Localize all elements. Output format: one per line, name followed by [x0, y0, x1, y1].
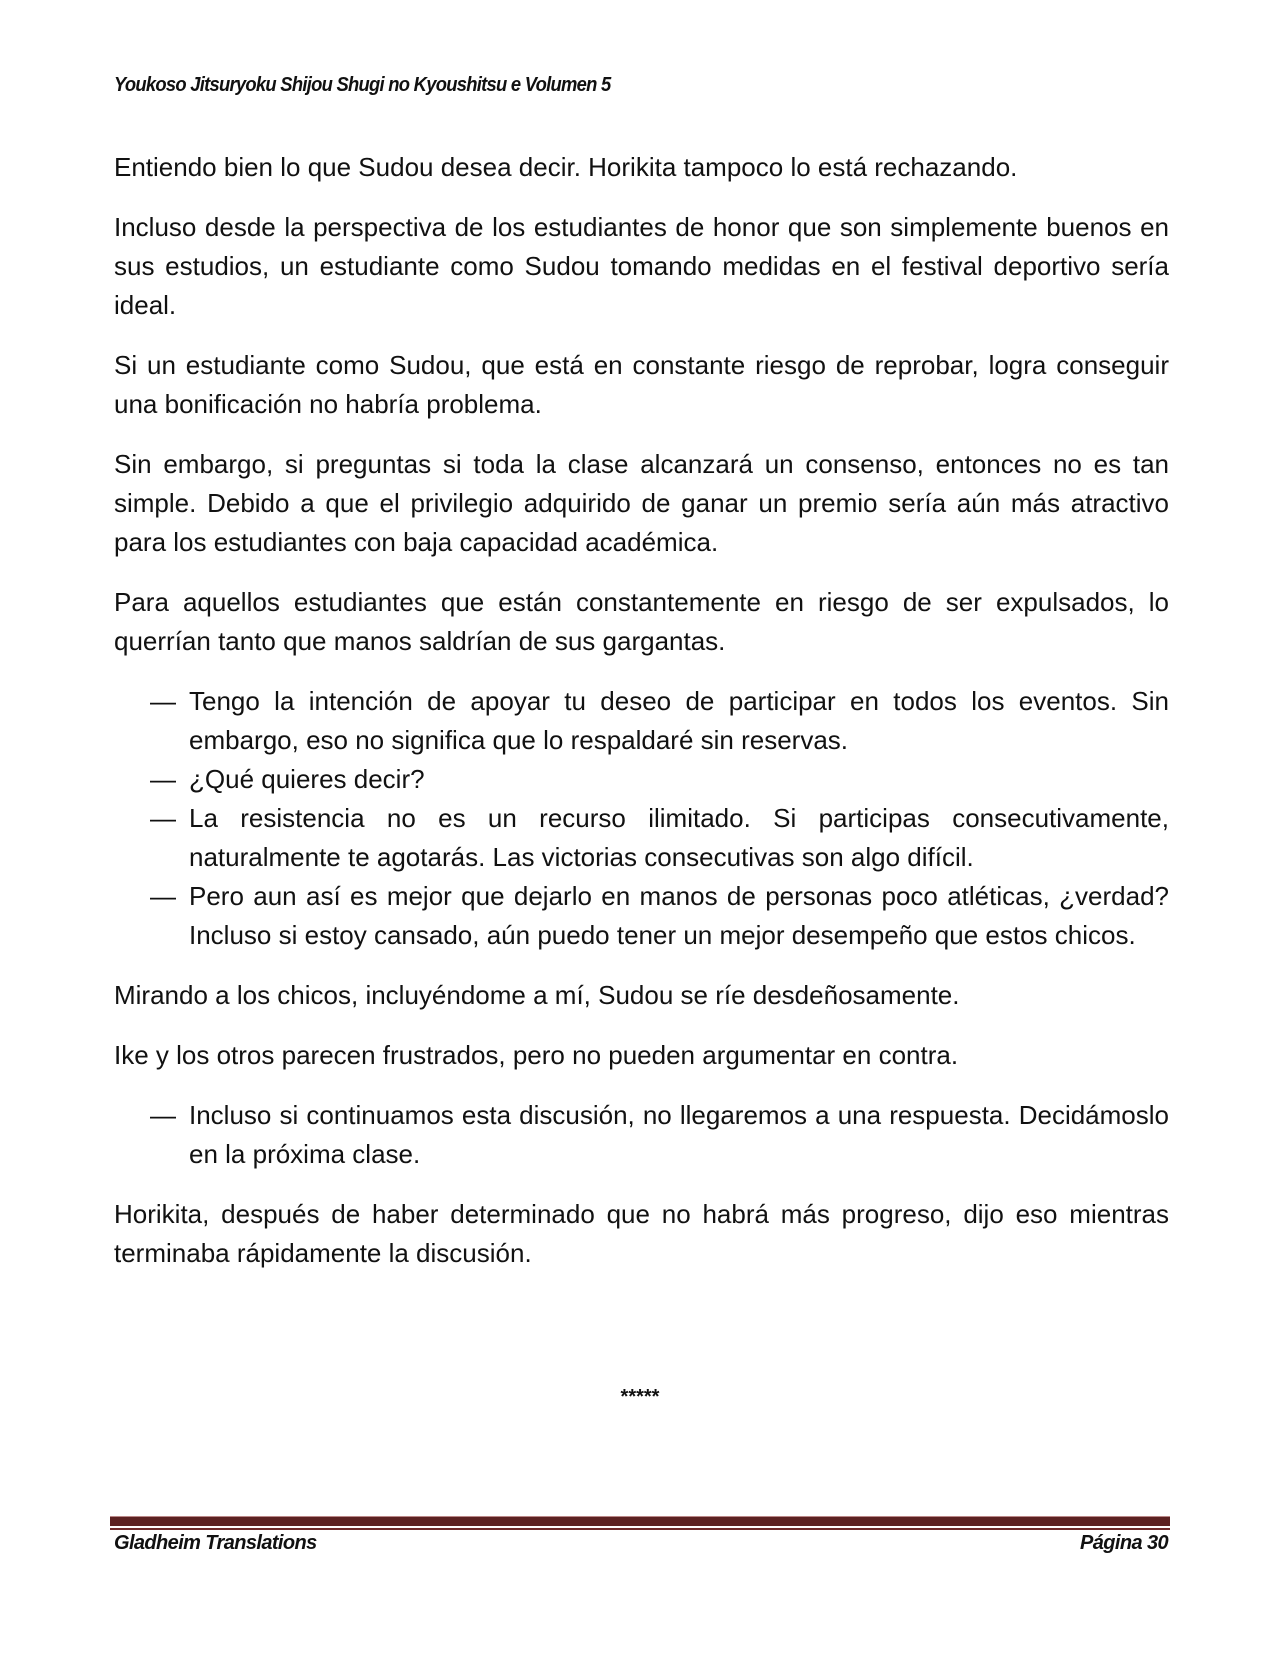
- paragraph: Si un estudiante como Sudou, que está en constante riesgo de reprobar, logra conseguir una bonificación no habría problema.: [114, 350, 1169, 419]
- paragraph: Sin embargo, si preguntas si toda la clase alcanzará un consenso, entonces no es tan simple. Debido a que el privilegio adquirido de ganar un premio sería aún más atractivo para los estudiantes con baja capacidad académica.: [114, 449, 1169, 557]
- dialogue-text: Tengo la intención de apoyar tu deseo de participar en todos los eventos. Sin embargo, eso no significa que lo respaldaré sin reservas.: [189, 686, 1169, 755]
- paragraph: Horikita, después de haber determinado que no habrá más progreso, dijo eso mientras terminaba rápidamente la discusión.: [114, 1199, 1169, 1268]
- dialogue-text: La resistencia no es un recurso ilimitado. Si participas consecutivamente, naturalmente te agotarás. Las victorias consecutivas son algo difícil.: [189, 803, 1169, 872]
- dialogue-line: [114, 877, 1169, 955]
- page-body: [114, 148, 1169, 1294]
- dialogue-dash: —: [150, 764, 176, 794]
- dialogue-line: [114, 1096, 1169, 1174]
- footer-translator: Gladheim Translations: [114, 1532, 317, 1554]
- dialogue-text: Incluso si continuamos esta discusión, no llegaremos a una respuesta. Decidámoslo en la próxima clase.: [189, 1100, 1169, 1169]
- paragraph: Ike y los otros parecen frustrados, pero no pueden argumentar en contra.: [114, 1040, 959, 1070]
- dialogue-text: ¿Qué quieres decir?: [189, 764, 425, 794]
- dialogue-dash: —: [150, 686, 176, 716]
- dialogue-line: [114, 682, 1169, 760]
- paragraph: Mirando a los chicos, incluyéndome a mí, Sudou se ríe desdeñosamente.: [114, 980, 960, 1010]
- dialogue-line: [114, 799, 1169, 877]
- running-header: Youkoso Jitsuryoku Shijou Shugi no Kyoushitsu e Volumen 5: [114, 74, 611, 96]
- dialogue-block: [114, 1096, 1169, 1174]
- paragraph: Para aquellos estudiantes que están constantemente en riesgo de ser expulsados, lo querrían tanto que manos saldrían de sus gargantas.: [114, 587, 1169, 656]
- paragraph: Entiendo bien lo que Sudou desea decir. Horikita tampoco lo está rechazando.: [114, 152, 1018, 182]
- dialogue-line: [114, 760, 1169, 799]
- dialogue-text: Pero aun así es mejor que dejarlo en manos de personas poco atléticas, ¿verdad? Incluso si estoy cansado, aún puedo tener un mejor desempeño que estos chicos.: [189, 881, 1169, 950]
- dialogue-dash: —: [150, 881, 176, 911]
- scene-separator: *****: [620, 1386, 660, 1408]
- paragraph: Incluso desde la perspectiva de los estudiantes de honor que son simplemente buenos en sus estudios, un estudiante como Sudou tomando medidas en el festival deportivo sería ideal.: [114, 212, 1169, 320]
- dialogue-dash: —: [150, 803, 176, 833]
- dialogue-dash: —: [150, 1100, 176, 1130]
- page-number: Página 30: [1080, 1532, 1168, 1554]
- footer-divider: [110, 1516, 1170, 1526]
- dialogue-block: [114, 682, 1169, 955]
